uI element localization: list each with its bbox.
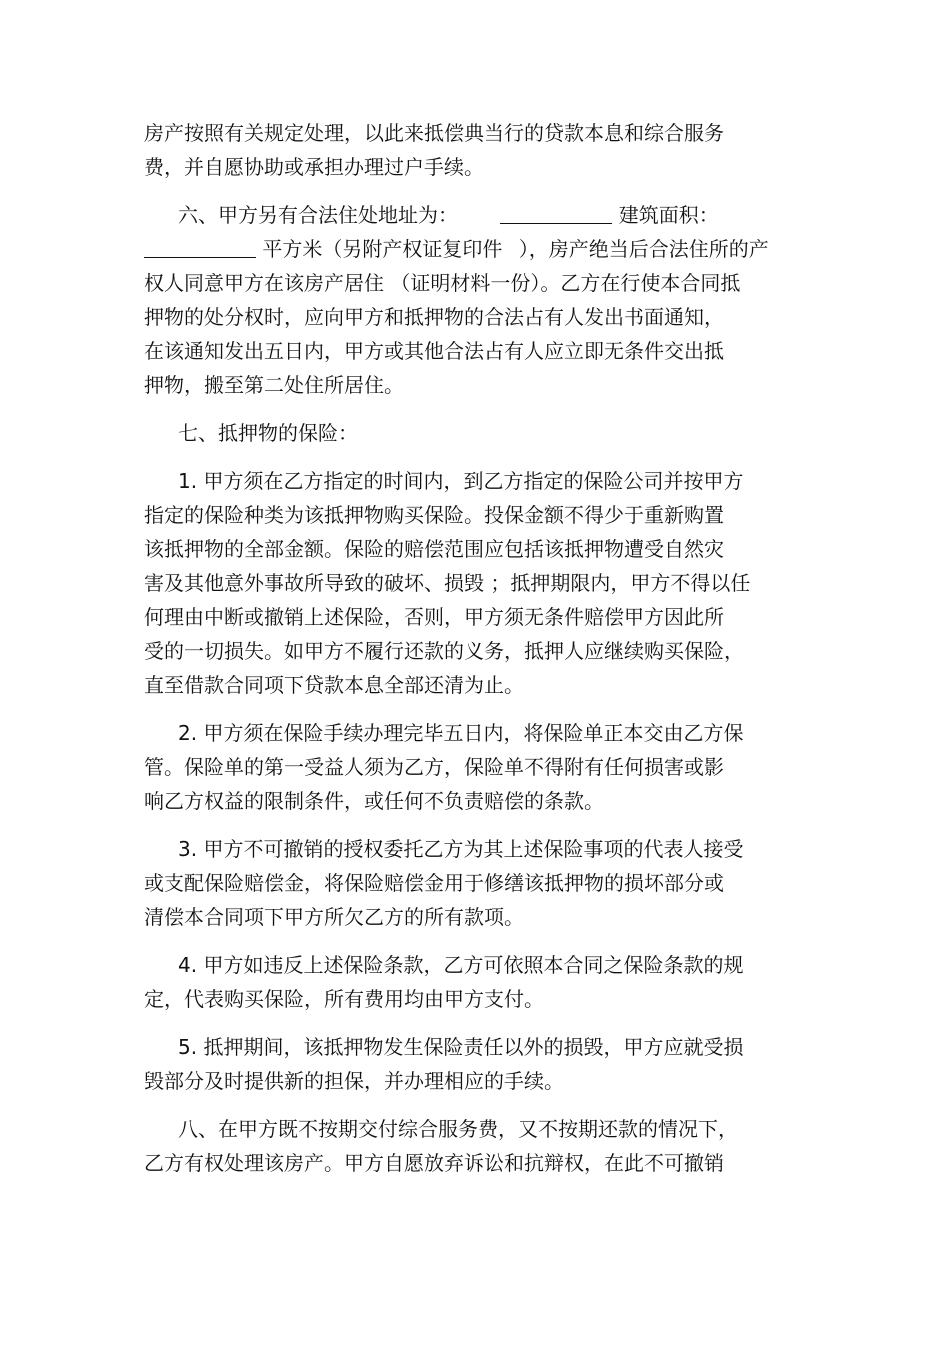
area-blank — [144, 237, 256, 258]
area-unit-text: 平方米（另附产权证复印件 — [262, 237, 503, 261]
text-line: 5. 抵押期间，该抵押物发生保险责任以外的损毁，甲方应就受损 — [178, 1035, 744, 1059]
address-blank — [500, 203, 612, 224]
text-line: 指定的保险种类为该抵押物购买保险。投保金额不得少于重新购置 — [144, 503, 724, 527]
text-line: 直至借款合同项下贷款本息全部还清为止。 — [144, 673, 524, 697]
text-line: 2. 甲方须在保险手续办理完毕五日内，将保险单正本交由乙方保 — [178, 721, 744, 745]
clause-6-line-2 — [144, 236, 769, 262]
text-line: 乙方有权处理该房产。甲方自愿放弃诉讼和抗辩权，在此不可撤销 — [144, 1151, 724, 1175]
text-line: 1. 甲方须在乙方指定的时间内，到乙方指定的保险公司并按甲方 — [178, 469, 744, 493]
text-line: 管。保险单的第一受益人须为乙方，保险单不得附有任何损害或影 — [144, 755, 724, 779]
text-line: 该抵押物的全部金额。保险的赔偿范围应包括该抵押物遭受自然灾 — [144, 537, 724, 561]
text-line: 定，代表购买保险，所有费用均由甲方支付。 — [144, 987, 544, 1011]
text-line: 八、在甲方既不按期交付综合服务费，又不按期还款的情况下， — [178, 1117, 738, 1141]
text-line: 房产按照有关规定处理，以此来抵偿典当行的贷款本息和综合服务 — [144, 121, 724, 145]
text-line: 权人同意甲方在该房产居住 （证明材料一份）。乙方在行使本合同抵 — [144, 271, 741, 295]
text-line: 响乙方权益的限制条件，或任何不负责赔偿的条款。 — [144, 789, 604, 813]
text-line: 押物的处分权时，应向甲方和抵押物的合法占有人发出书面通知， — [144, 305, 724, 329]
clause-6-line-1 — [178, 202, 719, 228]
clause-6-label: 六、甲方另有合法住处地址为： — [178, 203, 458, 227]
text-line: 押物，搬至第二处住所居住。 — [144, 373, 404, 397]
text-line: 清偿本合同项下甲方所欠乙方的所有款项。 — [144, 905, 524, 929]
text-line: 或支配保险赔偿金，将保险赔偿金用于修缮该抵押物的损坏部分或 — [144, 871, 724, 895]
section-heading: 七、抵押物的保险： — [178, 421, 358, 445]
text-line: 毁部分及时提供新的担保，并办理相应的手续。 — [144, 1069, 564, 1093]
text-line: 在该通知发出五日内，甲方或其他合法占有人应立即无条件交出抵 — [144, 339, 724, 363]
text-line: 何理由中断或撤销上述保险，否则，甲方须无条件赔偿甲方因此所 — [144, 605, 724, 629]
area-label: 建筑面积： — [618, 203, 719, 227]
text-line: 3. 甲方不可撤销的授权委托乙方为其上述保险事项的代表人接受 — [178, 837, 744, 861]
text-line: 费，并自愿协助或承担办理过户手续。 — [144, 155, 484, 179]
text-line: 4. 甲方如违反上述保险条款，乙方可依照本合同之保险条款的规 — [178, 953, 744, 977]
text-line: 害及其他意外事故所导致的破坏、损毁 ；抵押期限内，甲方不得以任 — [144, 571, 751, 595]
area-unit-text-cont: ），房产绝当后合法住所的产 — [518, 237, 769, 261]
text-line: 受的一切损失。如甲方不履行还款的义务，抵押人应继续购买保险， — [144, 639, 744, 663]
